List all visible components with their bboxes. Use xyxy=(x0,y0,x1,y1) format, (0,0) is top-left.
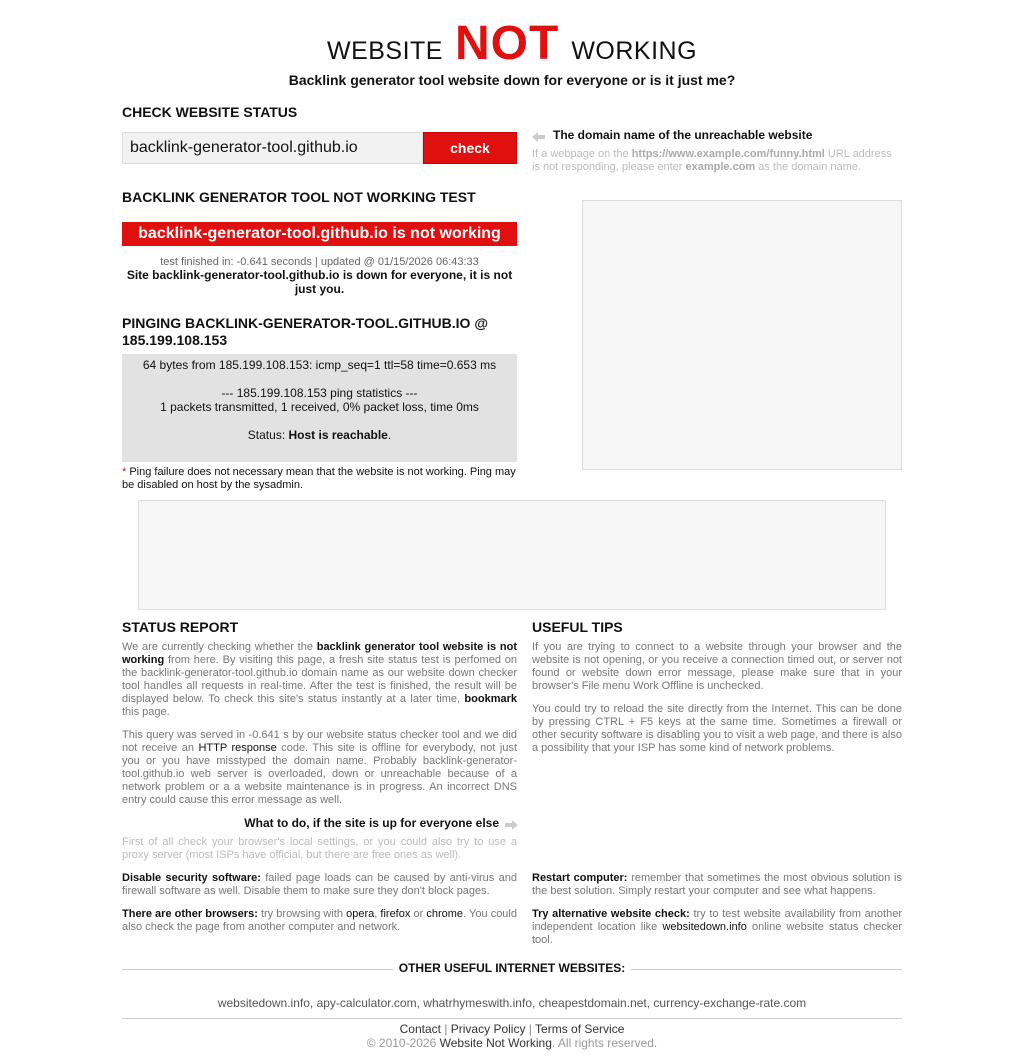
tip-alternative-check: Try alternative website check: try to test website availability from another independent location like websitedown.info online website status checker tool. xyxy=(532,908,902,946)
check-status-heading: CHECK WEBSITE STATUS xyxy=(122,104,298,120)
chrome-link[interactable]: chrome xyxy=(426,908,464,920)
other-sites-heading: OTHER USEFUL INTERNET WEBSITES: xyxy=(0,961,1024,975)
ping-status-value: Host is reachable xyxy=(288,428,388,442)
arrow-left-icon xyxy=(532,131,546,143)
test-meta: test finished in: -0.641 seconds | updated @ 01/15/2026 06:43:33 xyxy=(160,256,479,268)
ad-slot-side xyxy=(582,200,902,470)
privacy-link[interactable]: Privacy Policy xyxy=(450,1022,526,1036)
bookmark-link[interactable]: bookmark xyxy=(464,693,517,705)
ping-line-3: 1 packets transmitted, 1 received, 0% packet loss, time 0ms xyxy=(160,400,479,414)
status-report-heading: STATUS REPORT xyxy=(122,619,239,635)
terms-link[interactable]: Terms of Service xyxy=(535,1022,625,1036)
ping-note: * Ping failure does not necessary mean that the website is not working. Ping may be disabled on host by the sysadmin. xyxy=(122,466,516,491)
opera-link[interactable]: opera xyxy=(346,908,375,920)
tip-restart: Restart computer: remember that sometimes the most obvious solution is the best solution. Simply restart your computer and see what happens. xyxy=(532,872,902,897)
copyright: © 2010-2026 Website Not Working. All rights reserved. xyxy=(366,1036,658,1050)
contact-link[interactable]: Contact xyxy=(399,1022,441,1036)
other-site-link[interactable]: apy-calculator.com xyxy=(316,996,417,1010)
footer-links: Contact | Privacy Policy | Terms of Service xyxy=(399,1022,625,1036)
logo-word-working: WORKING xyxy=(571,37,698,65)
what-to-do-text: First of all check your browser's local settings, or you could also try to use a proxy server (most ISPs have official, but there are free ones as well). xyxy=(122,836,517,861)
useful-tips-heading: USEFUL TIPS xyxy=(532,619,623,635)
tip-security: Disable security software: failed page loads can be caused by anti-virus and firewall software as well. Disable them to make sure they don't block pages. xyxy=(122,872,517,897)
websitedown-link[interactable]: websitedown.info xyxy=(662,921,747,933)
ping-heading: PINGING BACKLINK-GENERATOR-TOOL.GITHUB.IO @ 185.199.108.153 xyxy=(122,315,488,348)
status-report-paragraph-2: This query was served in -0.641 s by our website status checker tool and we did not receive an HTTP response code. This site is offline for everybody, not just you or you have misstyped the domain name. Probably backlink-generator-tool.github.io web server is overloaded, down or unreachable because of a network problem or a a website maintenance is in progress. An incorrect DNS entry could cause this error message as well. xyxy=(122,729,518,806)
site-logo[interactable] xyxy=(0,16,1024,71)
other-site-link[interactable]: websitedown.info xyxy=(217,996,310,1010)
status-report-paragraph-1: We are currently checking whether the backlink generator tool website is not working from here. By visiting this page, a fresh site status test is perfomed on the backlink-generator-tool.github.io domain name as our website down checker tool handles all requests in real-time. After the test is finished, the result will be displayed below. To check this site's status instantly at a later time, bookmark this page. xyxy=(122,641,517,718)
other-sites-links: websitedown.info, apy-calculator.com, whatrhymeswith.info, cheapestdomain.net, currency-exchange-rate.com xyxy=(217,996,807,1010)
ad-slot-wide xyxy=(138,500,886,610)
ping-line-1: 64 bytes from 185.199.108.153: icmp_seq=1 ttl=58 time=0.653 ms xyxy=(142,358,497,372)
http-response-link[interactable]: HTTP response xyxy=(198,742,277,754)
hint-title: The domain name of the unreachable website xyxy=(553,128,813,142)
check-button[interactable]: check xyxy=(423,132,517,164)
ping-line-2: --- 185.199.108.153 ping statistics --- xyxy=(221,386,418,400)
other-site-link[interactable]: currency-exchange-rate.com xyxy=(653,996,807,1010)
hint-text: If a webpage on the https://www.example.com/funny.html URL address is not responding, please enter example.com as the domain name. xyxy=(532,148,892,173)
domain-input[interactable] xyxy=(122,132,423,164)
logo-word-website: WEBSITE xyxy=(326,37,443,65)
other-site-link[interactable]: whatrhymeswith.info xyxy=(423,996,532,1010)
ping-status: Status: Host is reachable. xyxy=(247,428,392,442)
arrow-right-icon xyxy=(505,819,519,831)
status-banner: backlink-generator-tool.github.io is not working xyxy=(122,222,517,246)
test-result: Site backlink-generator-tool.github.io is down for everyone, it is not just you. xyxy=(126,268,513,296)
logo-word-not: NOT xyxy=(454,17,560,70)
firefox-link[interactable]: firefox xyxy=(380,908,411,920)
footer-divider xyxy=(122,1018,902,1019)
tips-paragraph-2: You could try to reload the site directly from the Internet. This can be done by pressing CTRL + F5 keys at the same time. Sometimes a firewall or other security software is disabling you to visit a web page, and there is also a possibility that your ISP has some kind of network problems. xyxy=(532,703,902,754)
what-to-do-heading: What to do, if the site is up for everyone else xyxy=(244,816,499,830)
other-site-link[interactable]: cheapestdomain.net xyxy=(538,996,647,1010)
brand-link[interactable]: Website Not Working xyxy=(439,1036,552,1050)
page-subtitle: Backlink generator tool website down for everyone or is it just me? xyxy=(288,72,736,88)
test-heading: BACKLINK GENERATOR TOOL NOT WORKING TEST xyxy=(122,189,476,205)
tips-paragraph-1: If you are trying to connect to a website through your browser and the website is not opening, or you receive a connection timed out, or server not found or website down error message, please make sure that in your browser's File menu Work Offline is unchecked. xyxy=(532,641,902,692)
tip-browsers: There are other browsers: try browsing with opera, firefox or chrome. You could also check the page from another computer and network. xyxy=(122,908,517,933)
ping-output xyxy=(122,354,517,462)
